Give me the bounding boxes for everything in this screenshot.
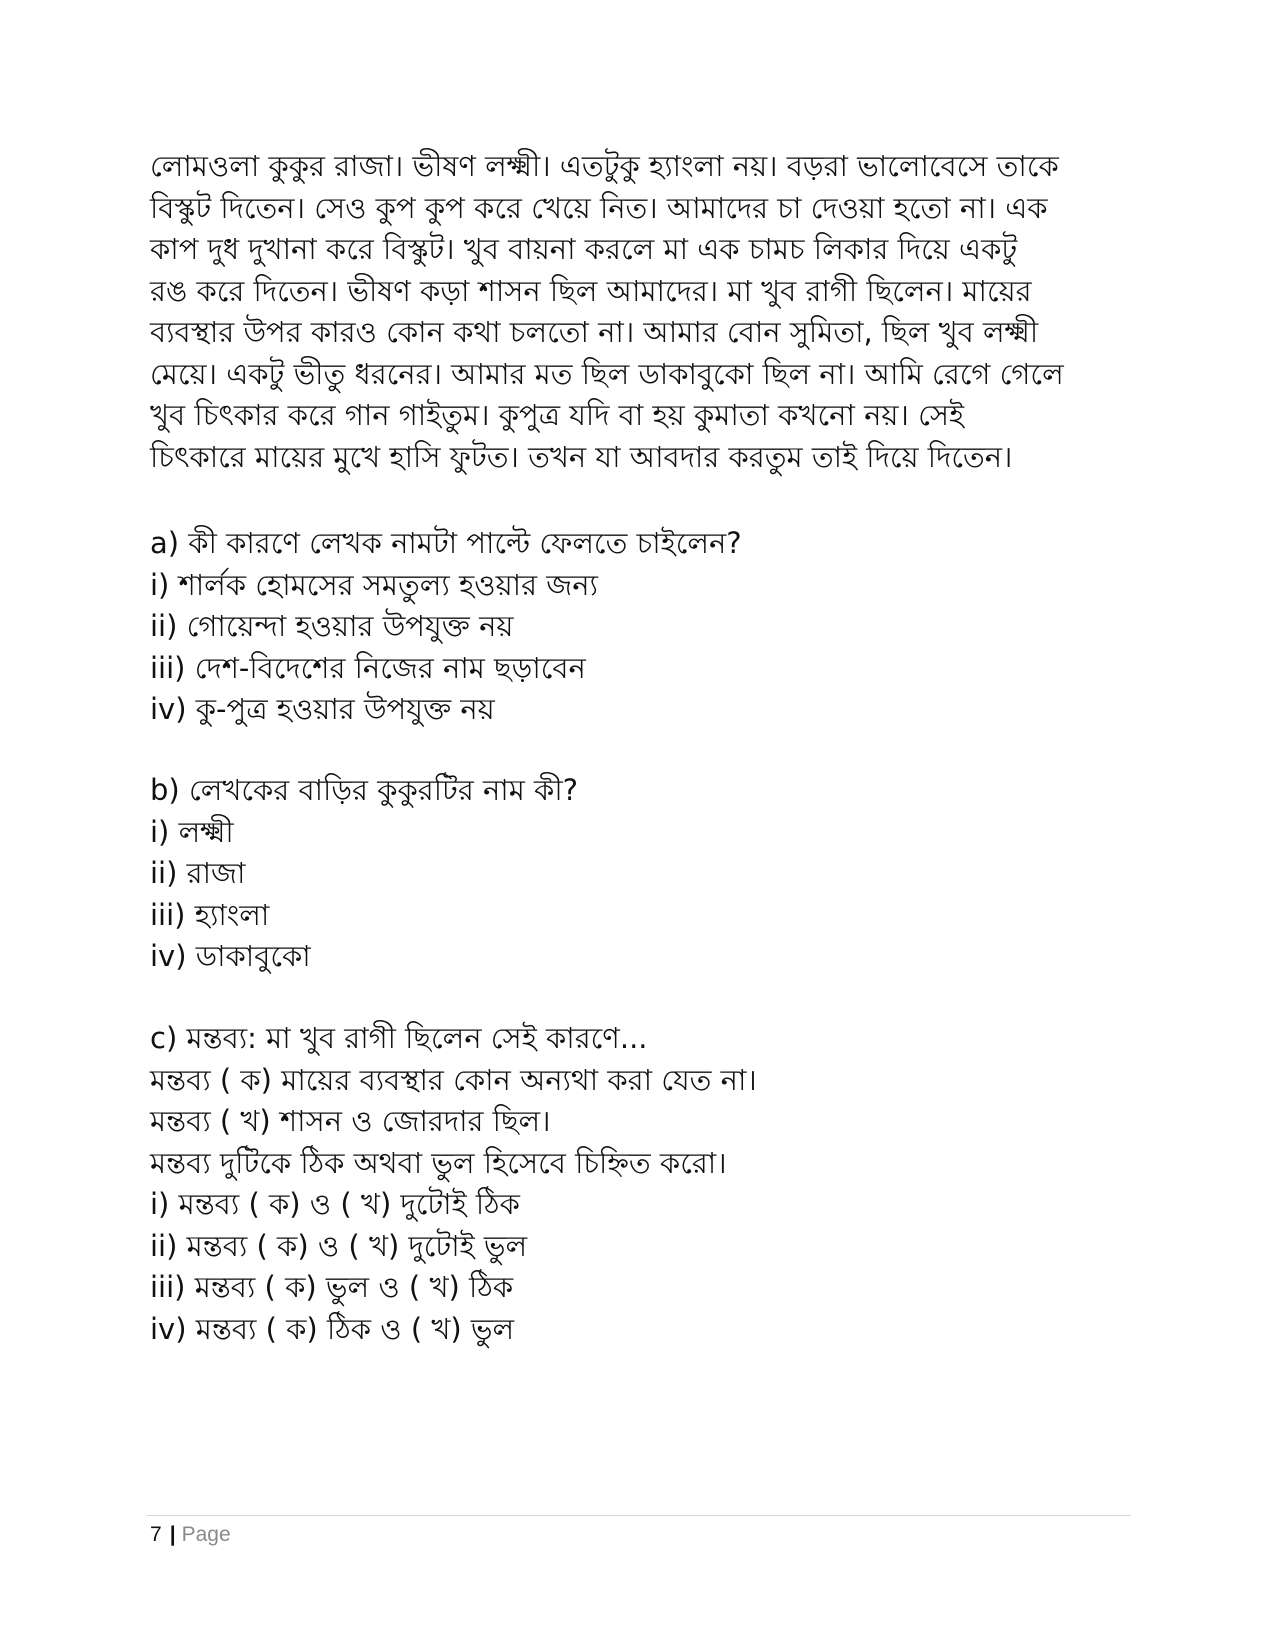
answer-option: ii) গোয়েন্দা হওয়ার উপযুক্ত নয় xyxy=(150,609,514,643)
passage-line: বিস্কুট দিতেন। সেও কুপ কুপ করে খেয়ে নিত। আমাদের চা দেওয়া হতো না। এক xyxy=(150,190,1048,225)
answer-option: iii) হ্যাংলা xyxy=(150,897,270,932)
answer-option: iii) মন্তব্য ( ক) ভুল ও ( খ) ঠিক xyxy=(150,1270,514,1304)
answer-option: i) শার্লক হোমসের সমতুল্য হওয়ার জন্য xyxy=(150,567,598,602)
passage-line: চিৎকারে মায়ের মুখে হাসি ফুটত। তখন যা আবদার করতুম তাই দিয়ে দিতেন। xyxy=(150,439,1013,474)
question-c xyxy=(150,1018,1140,1350)
question-prompt: c) মন্তব্য: মা খুব রাগী ছিলেন সেই কারণে... xyxy=(150,1021,648,1055)
passage-line: রঙ করে দিতেন। ভীষণ কড়া শাসন ছিল আমাদের। মা খুব রাগী ছিলেন। মায়ের xyxy=(150,273,1032,308)
reading-passage xyxy=(150,146,1140,478)
answer-option: iv) কু-পুত্র হওয়ার উপযুক্ত নয় xyxy=(150,692,495,726)
passage-line: লোমওলা কুকুর রাজা। ভীষণ লক্ষ্মী। এতটুকু হ্যাংলা নয়। বড়রা ভালোবেসে তাকে xyxy=(150,149,1059,183)
question-prompt: a) কী কারণে লেখক নামটা পাল্টে ফেলতে চাইলেন? xyxy=(150,526,742,560)
question-a xyxy=(150,523,1140,731)
footer-divider xyxy=(146,1515,1131,1516)
answer-option: i) মন্তব্য ( ক) ও ( খ) দুটোই ঠিক xyxy=(150,1187,520,1221)
answer-option: ii) রাজা xyxy=(150,856,246,890)
passage-line: কাপ দুধ দুখানা করে বিস্কুট। খুব বায়না করলে মা এক চামচ লিকার দিয়ে একটু xyxy=(150,232,1018,266)
answer-option: iv) মন্তব্য ( ক) ঠিক ও ( খ) ভুল xyxy=(150,1311,515,1346)
passage-line: ব্যবস্থার উপর কারও কোন কথা চলতো না। আমার বোন সুমিতা, ছিল খুব লক্ষ্মী xyxy=(150,315,1039,349)
question-prompt: b) লেখকের বাড়ির কুকুরটির নাম কী? xyxy=(150,773,579,807)
passage-line: মেয়ে। একটু ভীতু ধরনের। আমার মত ছিল ডাকাবুকো ছিল না। আমি রেগে গেলে xyxy=(150,356,1064,391)
footer-separator: | xyxy=(169,1523,176,1546)
answer-option: iii) দেশ-বিদেশের নিজের নাম ছড়াবেন xyxy=(150,650,586,685)
question-b xyxy=(150,770,1140,978)
statement-ka: মন্তব্য ( ক) মায়ের ব্যবস্থার কোন অন্যথা করা যেত না। xyxy=(150,1062,757,1097)
page-footer xyxy=(150,1522,231,1548)
page-number: 7 xyxy=(150,1523,162,1546)
page-label: Page xyxy=(181,1523,231,1546)
passage-line: খুব চিৎকার করে গান গাইতুম। কুপুত্র যদি বা হয় কুমাতা কখনো নয়। সেই xyxy=(150,398,965,432)
statement-kha: মন্তব্য ( খ) শাসন ও জোরদার ছিল। xyxy=(150,1104,551,1138)
answer-option: i) লক্ষ্মী xyxy=(150,814,234,849)
answer-option: ii) মন্তব্য ( ক) ও ( খ) দুটোই ভুল xyxy=(150,1228,528,1263)
answer-option: iv) ডাকাবুকো xyxy=(150,939,311,973)
question-instruction: মন্তব্য দুটিকে ঠিক অথবা ভুল হিসেবে চিহ্নিত করো। xyxy=(150,1145,727,1180)
